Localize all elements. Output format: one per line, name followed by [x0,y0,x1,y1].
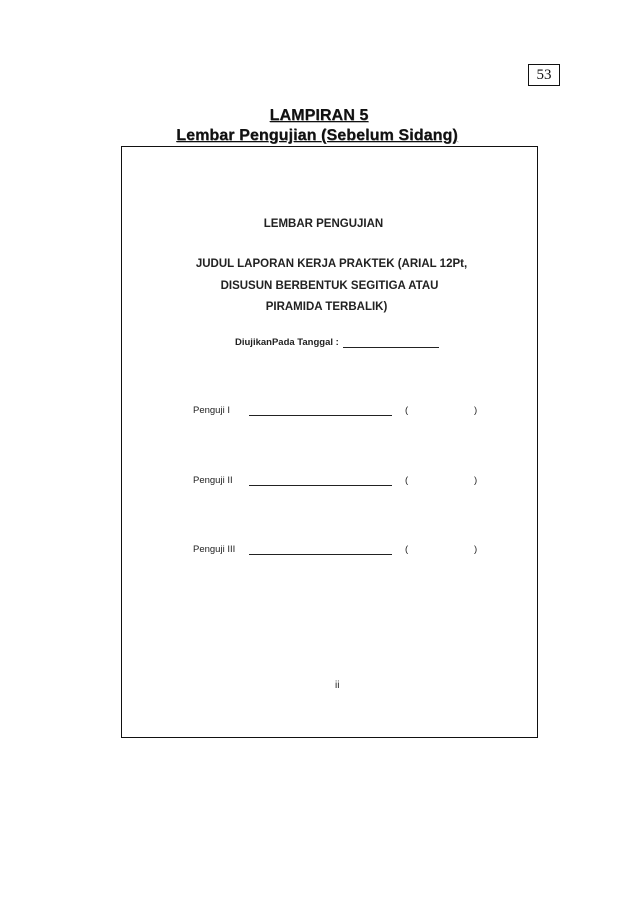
name-bracket-open: ( [405,475,409,486]
name-bracket-open: ( [405,405,409,416]
examiner-label: Penguji III [193,544,236,555]
form-title: LEMBAR PENGUJIAN [263,218,384,230]
name-bracket-open: ( [405,544,409,555]
examiner-row [193,475,493,489]
appendix-subtitle: Lembar Pengujian (Sebelum Sidang) [176,127,458,144]
page-number-box: 53 [528,64,560,86]
name-bracket-close: ) [474,544,478,555]
report-title-line-3: PIRAMIDA TERBALIK) [265,301,388,313]
signature-line [249,485,392,486]
report-title-line-2: DISUSUN BERBENTUK SEGITIGA ATAU [220,280,439,292]
tested-date-label: DiujikanPada Tanggal : [235,337,339,348]
examiner-label: Penguji I [193,405,230,416]
tested-date-row [235,337,439,348]
signature-line [249,415,392,416]
appendix-title: LAMPIRAN 5 [269,107,369,124]
examiner-row [193,405,493,419]
tested-date-blank-line [343,338,439,348]
name-bracket-close: ) [474,475,478,486]
name-bracket-close: ) [474,405,478,416]
signature-line [249,554,392,555]
examiner-row [193,544,493,558]
inner-page-number: ii [335,680,340,691]
report-title-line-1: JUDUL LAPORAN KERJA PRAKTEK (ARIAL 12Pt, [195,258,468,270]
examiner-label: Penguji II [193,475,233,486]
form-frame [121,146,538,738]
